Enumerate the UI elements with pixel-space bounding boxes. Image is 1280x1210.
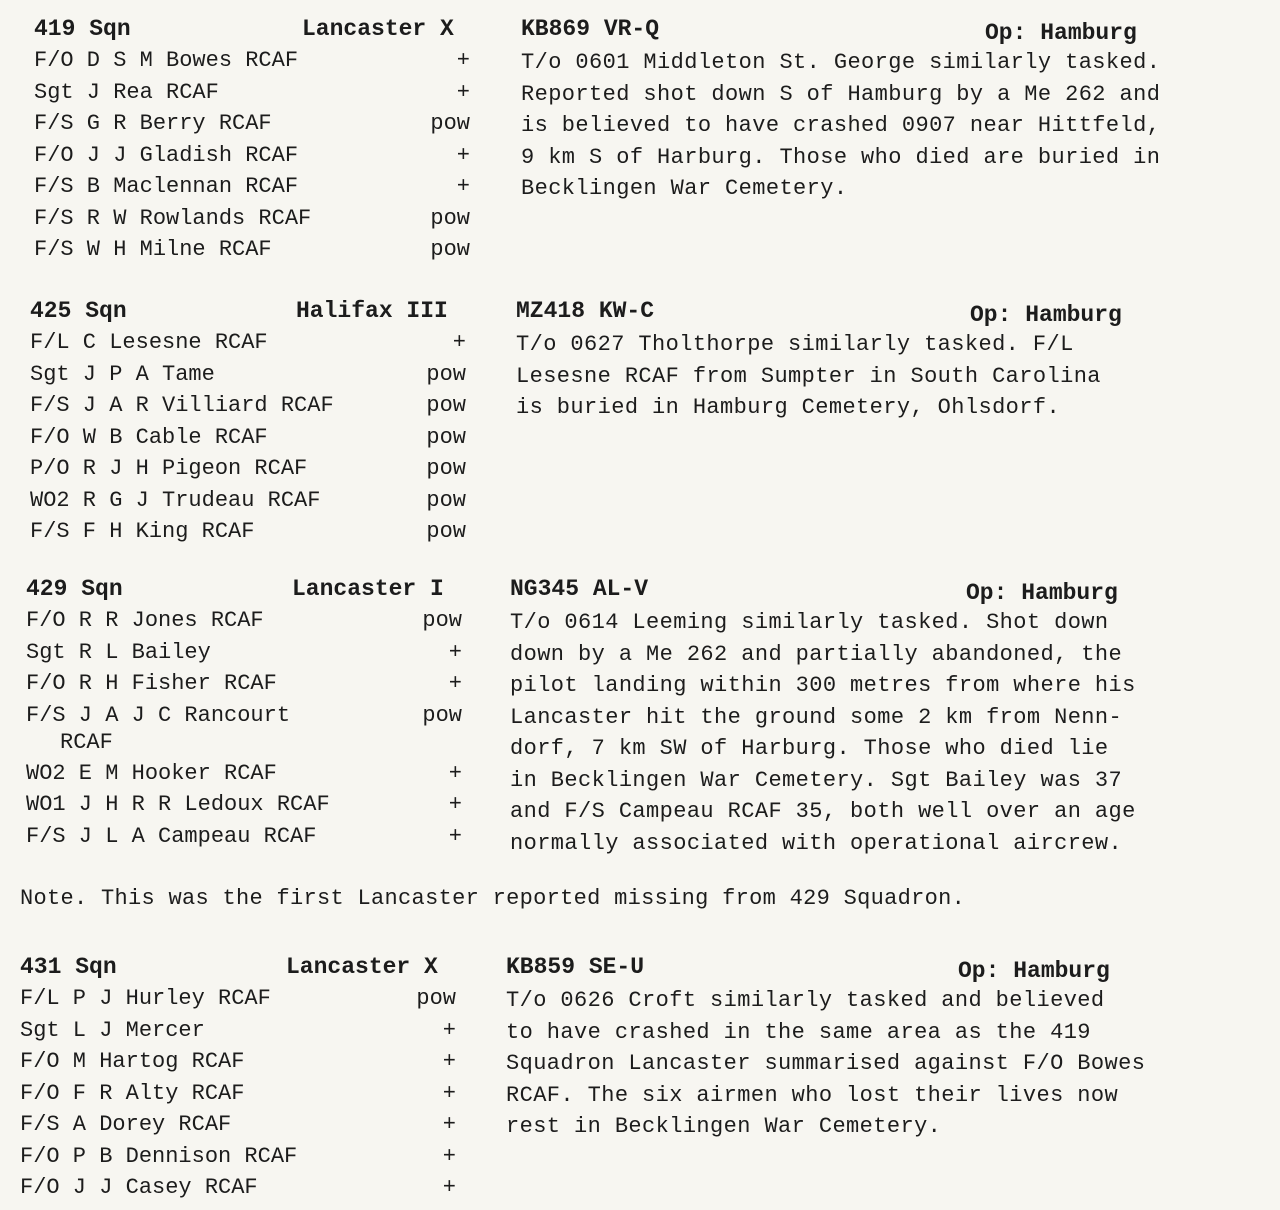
crew-fate: pow — [426, 393, 466, 418]
report-header — [506, 954, 1256, 988]
aircraft-serial: NG345 AL-V — [510, 576, 649, 602]
crew-name: F/S B Maclennan RCAF — [34, 174, 299, 199]
crew-name: F/S J L A Campeau RCAF — [26, 823, 317, 849]
crew-name: F/O R H Fisher RCAF — [26, 671, 277, 696]
squadron-name: 425 Sqn — [30, 298, 127, 324]
crew-fate: pow — [416, 986, 456, 1011]
crew-fate: pow — [422, 702, 462, 728]
aircraft-type: Lancaster X — [302, 16, 454, 42]
crew-row — [20, 1047, 500, 1079]
crew-row — [26, 759, 506, 791]
operation-label: Op: Hamburg — [958, 958, 1110, 984]
crew-fate: + — [448, 760, 462, 786]
crew-block — [26, 576, 506, 853]
loss-report — [516, 298, 1266, 427]
squadron-name: 431 Sqn — [20, 954, 117, 980]
crew-block — [20, 954, 500, 1205]
crew-fate: + — [442, 1143, 456, 1169]
crew-name: F/O F R Alty RCAF — [20, 1080, 245, 1106]
crew-fate: pow — [430, 205, 470, 231]
crew-name: F/O D S M Bowes RCAF — [34, 48, 299, 73]
crew-fate: pow — [426, 424, 466, 450]
crew-row — [30, 454, 510, 486]
crew-name: F/S R W Rowlands RCAF — [34, 205, 312, 231]
crew-block — [34, 16, 514, 267]
crew-name: F/O R R Jones RCAF — [26, 608, 264, 633]
note-text: Note. This was the first Lancaster reported missing from 429 Squadron. — [20, 886, 966, 911]
crew-fate: pow — [422, 608, 462, 633]
crew-name: Sgt R L Bailey — [26, 639, 211, 665]
squadron-name: 419 Sqn — [34, 16, 131, 42]
crew-fate: + — [456, 79, 470, 105]
narrative-line: Becklingen War Cemetery. — [521, 176, 848, 201]
crew-row — [26, 790, 506, 822]
crew-row — [20, 1142, 500, 1174]
squadron-header — [34, 16, 514, 46]
crew-name: F/S J A R Villiard RCAF — [30, 393, 334, 418]
aircraft-type: Lancaster I — [292, 576, 444, 602]
crew-row — [30, 328, 510, 360]
crew-name: F/S F H King RCAF — [30, 519, 255, 544]
crew-name: F/L C Lesesne RCAF — [30, 330, 268, 355]
crew-name: Sgt J Rea RCAF — [34, 79, 219, 105]
crew-fate: + — [442, 1049, 456, 1074]
narrative-line: down by a Me 262 and partially abandoned, the — [510, 641, 1123, 667]
operation-label: Op: Hamburg — [966, 580, 1118, 606]
crew-name: F/S J A J C Rancourt — [26, 702, 291, 728]
crew-row — [30, 360, 510, 392]
operation-label: Op: Hamburg — [970, 302, 1122, 328]
crew-fate: pow — [426, 456, 466, 481]
crew-name: Sgt L J Mercer — [20, 1017, 205, 1043]
squadron-header — [30, 298, 510, 328]
crew-fate: + — [452, 330, 466, 355]
crew-fate: + — [448, 671, 462, 696]
crew-fate: + — [456, 142, 470, 168]
crew-name: Sgt J P A Tame — [30, 361, 215, 387]
narrative-line: is believed to have crashed 0907 near Hittfeld, — [521, 113, 1161, 138]
narrative-line: rest in Becklingen War Cemetery. — [506, 1114, 942, 1139]
narrative-line: and F/S Campeau RCAF 35, both well over an age — [510, 799, 1136, 824]
narrative-line: Lesesne RCAF from Sumpter in South Carolina — [516, 363, 1101, 389]
crew-row — [20, 984, 500, 1016]
crew-fate: + — [442, 1112, 456, 1137]
crew-row — [30, 423, 510, 455]
crew-block — [30, 298, 510, 549]
narrative-line: pilot landing within 300 metres from where his — [510, 673, 1136, 698]
aircraft-type: Lancaster X — [286, 954, 438, 980]
crew-row — [30, 486, 510, 518]
crew-row — [30, 391, 510, 423]
crew-row — [20, 1079, 500, 1111]
crew-row — [34, 235, 514, 267]
narrative-line: Lancaster hit the ground some 2 km from Nenn- — [510, 704, 1123, 730]
crew-row — [20, 1173, 500, 1205]
narrative-line: is buried in Hamburg Cemetery, Ohlsdorf. — [516, 395, 1061, 420]
narrative-line: T/o 0614 Leeming similarly tasked. Shot down — [510, 610, 1109, 635]
narrative-line: Squadron Lancaster summarised against F/O Bowes — [506, 1051, 1146, 1076]
aircraft-serial: MZ418 KW-C — [516, 298, 655, 324]
crew-row — [26, 669, 506, 701]
crew-name: F/S A Dorey RCAF — [20, 1112, 232, 1137]
narrative-line: normally associated with operational aircrew. — [510, 830, 1123, 856]
squadron-header — [20, 954, 500, 984]
crew-fate: pow — [426, 361, 466, 387]
narrative-line: RCAF. The six airmen who lost their lives now — [506, 1082, 1119, 1108]
aircraft-serial: KB869 VR-Q — [521, 16, 660, 42]
narrative-line: dorf, 7 km SW of Harburg. Those who died lie — [510, 736, 1109, 761]
crew-name: F/O W B Cable RCAF — [30, 424, 268, 450]
crew-row — [34, 109, 514, 141]
report-header — [521, 16, 1271, 50]
crew-name: F/S W H Milne RCAF — [34, 237, 272, 262]
loss-report — [506, 954, 1256, 1146]
crew-fate: + — [456, 174, 470, 199]
crew-row — [26, 822, 506, 854]
narrative-line: in Becklingen War Cemetery. Sgt Bailey was 37 — [510, 767, 1123, 793]
crew-name: F/L P J Hurley RCAF — [20, 986, 271, 1011]
narrative-line: to have crashed in the same area as the 419 — [506, 1019, 1091, 1045]
crew-row — [30, 517, 510, 549]
crew-name: WO2 R G J Trudeau RCAF — [30, 487, 321, 513]
narrative-line: T/o 0627 Tholthorpe similarly tasked. F/L — [516, 332, 1074, 357]
crew-fate: + — [448, 792, 462, 817]
report-header — [510, 576, 1260, 610]
crew-row — [34, 172, 514, 204]
aircraft-serial: KB859 SE-U — [506, 954, 645, 980]
crew-row — [34, 46, 514, 78]
crew-fate: + — [456, 48, 470, 73]
crew-name: WO1 J H R R Ledoux RCAF — [26, 792, 330, 817]
crew-name: F/O J J Casey RCAF — [20, 1175, 258, 1200]
narrative-line: Reported shot down S of Hamburg by a Me 262 and — [521, 81, 1161, 107]
crew-fate: pow — [430, 111, 470, 136]
crew-name: F/O P B Dennison RCAF — [20, 1143, 298, 1169]
crew-row — [26, 606, 506, 638]
crew-fate: pow — [426, 519, 466, 544]
aircraft-type: Halifax III — [296, 298, 448, 324]
crew-fate: + — [448, 823, 462, 849]
loss-report — [510, 576, 1260, 862]
crew-name-continuation: RCAF — [60, 729, 113, 755]
crew-fate: + — [442, 1017, 456, 1043]
crew-name: P/O R J H Pigeon RCAF — [30, 456, 308, 481]
squadron-header — [26, 576, 506, 606]
crew-fate: pow — [426, 487, 466, 513]
report-header — [516, 298, 1266, 332]
crew-name: F/O J J Gladish RCAF — [34, 142, 299, 168]
narrative-line: T/o 0601 Middleton St. George similarly tasked. — [521, 50, 1161, 75]
crew-fate: + — [442, 1080, 456, 1106]
crew-row — [20, 1110, 500, 1142]
squadron-name: 429 Sqn — [26, 576, 123, 602]
crew-name: WO2 E M Hooker RCAF — [26, 760, 277, 786]
narrative-line: T/o 0626 Croft similarly tasked and believed — [506, 988, 1105, 1013]
crew-row — [26, 701, 506, 759]
crew-row — [34, 204, 514, 236]
crew-fate: + — [442, 1175, 456, 1200]
crew-fate: pow — [430, 237, 470, 262]
crew-row — [20, 1016, 500, 1048]
operation-label: Op: Hamburg — [985, 20, 1137, 46]
crew-row — [34, 141, 514, 173]
narrative-line: 9 km S of Harburg. Those who died are buried in — [521, 144, 1161, 170]
crew-fate: + — [448, 639, 462, 665]
crew-row — [26, 638, 506, 670]
crew-name: F/O M Hartog RCAF — [20, 1049, 245, 1074]
loss-report — [521, 16, 1271, 208]
crew-row — [34, 78, 514, 110]
crew-name: F/S G R Berry RCAF — [34, 111, 272, 136]
